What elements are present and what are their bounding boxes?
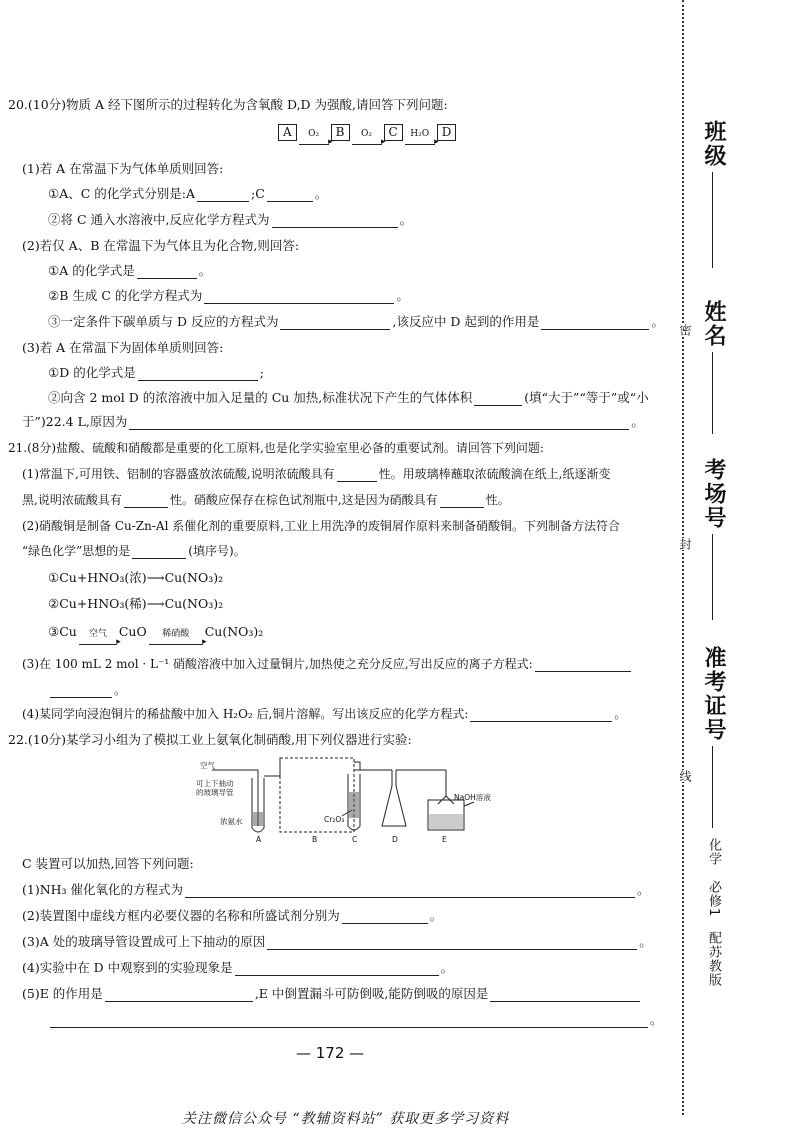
- q20-part2: (2)若仅 A、B 在常温下为气体且为化合物,则回答:: [22, 238, 300, 253]
- chain-box-c: C: [384, 124, 403, 141]
- sidebar-name-label: 姓名: [701, 300, 726, 348]
- chain-arrow-3: ▸ H₂O: [403, 126, 437, 142]
- binding-dotted-line: [682, 0, 684, 1115]
- answer-blank[interactable]: [235, 963, 439, 976]
- q22-note: C 装置可以加热,回答下列问题:: [22, 856, 194, 871]
- answer-blank[interactable]: [337, 469, 377, 482]
- chain-box-a: A: [278, 124, 297, 141]
- label-e: E: [442, 835, 447, 844]
- chain-box-b: B: [331, 124, 350, 141]
- answer-blank[interactable]: [342, 911, 428, 924]
- q20-stem: 20.(10分)物质 A 经下图所示的过程转化为含氧酸 D,D 为强酸,请回答下列问题:: [8, 97, 448, 112]
- q21-part3-cont: 。: [48, 682, 127, 698]
- q20-part3-b: ②向含 2 mol D 的浓溶液中加入足量的 Cu 加热,标准状况下产生的气体体积 (填“大于”“等于”或“小: [48, 390, 649, 405]
- q21-option-2: ②Cu+HNO₃(稀)⟶Cu(NO₃)₂: [48, 596, 224, 611]
- sidebar-class-label: 班级: [701, 120, 726, 168]
- q21-stem: 21.(8分)盐酸、硫酸和硝酸都是重要的化工原料,也是化学实验室里必备的重要试剂。请回答下列问题:: [8, 441, 544, 455]
- q21-option-1: ①Cu+HNO₃(浓)⟶Cu(NO₃)₂: [48, 570, 224, 585]
- q20-part2-a: ①A 的化学式是 。: [48, 263, 212, 278]
- answer-blank[interactable]: [185, 885, 635, 898]
- q20-part1-a: ①A、C 的化学式分别是:A ;C 。: [48, 186, 328, 201]
- answer-blank[interactable]: [105, 989, 253, 1002]
- q21-option-3: ③Cu▸ 空气 CuO▸ 稀硝酸 Cu(NO₃)₂: [48, 624, 263, 642]
- seal-mark-2: 封: [678, 538, 692, 550]
- label-naoh: NaOH溶液: [454, 793, 491, 802]
- flask-d: [382, 770, 406, 826]
- label-d: D: [392, 835, 398, 844]
- option3-arrow-air: ▸ 空气: [77, 626, 119, 642]
- q21-part4: (4)某同学向浸泡铜片的稀盐酸中加入 H₂O₂ 后,铜片溶解。写出该反应的化学方程式: 。: [22, 707, 627, 721]
- answer-blank[interactable]: [474, 393, 522, 406]
- answer-blank[interactable]: [138, 368, 258, 381]
- q20-part3-a: ①D 的化学式是 ;: [48, 365, 264, 380]
- q20-part1: (1)若 A 在常温下为气体单质则回答:: [22, 161, 224, 176]
- answer-blank[interactable]: [541, 317, 649, 330]
- q22-stem: 22.(10分)某学习小组为了模拟工业上氨氧化制硝酸,用下列仪器进行实验:: [8, 732, 412, 747]
- answer-blank[interactable]: [272, 215, 398, 228]
- sidebar-room-label: 考场号: [701, 458, 726, 530]
- answer-blank[interactable]: [132, 546, 186, 559]
- q20-conversion-chain: [278, 124, 456, 142]
- q22-part5: (5)E 的作用是 ,E 中倒置漏斗可防倒吸,能防倒吸的原因是: [22, 986, 642, 1002]
- option3-arrow-acid: ▸ 稀硝酸: [147, 626, 205, 642]
- label-tube-2: 的玻璃导管: [196, 788, 234, 797]
- answer-blank[interactable]: [137, 266, 197, 279]
- label-cr2o3: Cr₂O₃: [324, 815, 345, 824]
- ammonia-liquid: [253, 812, 263, 826]
- sidebar-id-label: 准考证号: [701, 646, 726, 742]
- answer-blank[interactable]: [280, 317, 390, 330]
- q22-part1: (1)NH₃ 催化氧化的方程式为 。: [22, 882, 650, 897]
- q21-part3: (3)在 100 mL 2 mol · L⁻¹ 硝酸溶液中加入过量铜片,加热使之充分反应,写出反应的离子方程式:: [22, 656, 633, 672]
- room-field-line[interactable]: [712, 534, 713, 620]
- id-field-line[interactable]: [712, 746, 713, 828]
- answer-blank[interactable]: [267, 937, 637, 950]
- label-ammonia: 浓氨水: [220, 817, 243, 826]
- seal-mark-1: 密: [678, 324, 692, 336]
- footer-notice: 关注微信公众号 “教辅资料站” 获取更多学习资料: [182, 1111, 510, 1127]
- chain-arrow-2: ▸ O₂: [350, 126, 384, 142]
- q20-part2-c: ③一定条件下碳单质与 D 反应的方程式为 ,该反应中 D 起到的作用是 。: [48, 314, 664, 329]
- answer-blank[interactable]: [197, 189, 249, 202]
- class-field-line[interactable]: [712, 172, 713, 268]
- q21-part1: (1)常温下,可用铁、铝制的容器盛放浓硫酸,说明浓硫酸具有 性。用玻璃棒蘸取浓硫酸滴在纸上,纸逐渐变: [22, 467, 611, 481]
- q20-part3-b-cont: 于”)22.4 L,原因为 。: [22, 414, 644, 429]
- q21-part1-cont: 黑,说明浓硫酸具有 性。硝酸应保存在棕色试剂瓶中,这是因为硝酸具有 性。: [22, 493, 510, 507]
- answer-blank[interactable]: [535, 659, 631, 672]
- q22-part5-cont: 。: [48, 1012, 663, 1028]
- q20-part1-b: ②将 C 通入水溶液中,反应化学方程式为 。: [48, 212, 413, 227]
- answer-blank[interactable]: [50, 1015, 648, 1028]
- label-air: 空气: [200, 761, 215, 770]
- q20-part3: (3)若 A 在常温下为固体单质则回答:: [22, 340, 224, 355]
- q20-part2-b: ②B 生成 C 的化学方程式为 。: [48, 288, 409, 303]
- answer-blank[interactable]: [440, 495, 484, 508]
- answer-blank[interactable]: [267, 189, 313, 202]
- answer-blank[interactable]: [470, 709, 612, 722]
- answer-blank[interactable]: [129, 417, 629, 430]
- q21-part2: (2)硝酸铜是制备 Cu-Zn-Al 系催化剂的重要原料,工业上用洗净的废铜屑作原料来制备硝酸铜。下列制备方法符合: [22, 519, 621, 533]
- label-tube-1: 可上下抽动: [196, 779, 234, 788]
- apparatus-diagram: [192, 756, 492, 846]
- q22-part3: (3)A 处的玻璃导管设置成可上下抽动的原因 。: [22, 934, 652, 949]
- name-field-line[interactable]: [712, 352, 713, 434]
- q22-part4: (4)实验中在 D 中观察到的实验现象是 。: [22, 960, 454, 975]
- answer-blank[interactable]: [490, 989, 640, 1002]
- answer-blank[interactable]: [204, 291, 394, 304]
- naoh-liquid: [429, 814, 463, 829]
- q21-part2-cont: “绿色化学”思想的是 (填序号)。: [22, 544, 246, 558]
- chain-arrow-1: ▸ O₂: [297, 126, 331, 142]
- chain-box-d: D: [437, 124, 457, 141]
- answer-blank[interactable]: [50, 685, 112, 698]
- book-info: 化学 必修1 配苏教版: [706, 838, 721, 988]
- q22-part2: (2)装置图中虚线方框内必要仪器的名称和所盛试剂分别为 。: [22, 908, 443, 923]
- catalyst-fill: [349, 792, 359, 818]
- page-number: — 172 —: [296, 1044, 365, 1062]
- label-c: C: [352, 835, 358, 844]
- label-b: B: [312, 835, 318, 844]
- seal-mark-3: 线: [678, 770, 692, 782]
- label-a: A: [256, 835, 262, 844]
- answer-blank[interactable]: [124, 495, 168, 508]
